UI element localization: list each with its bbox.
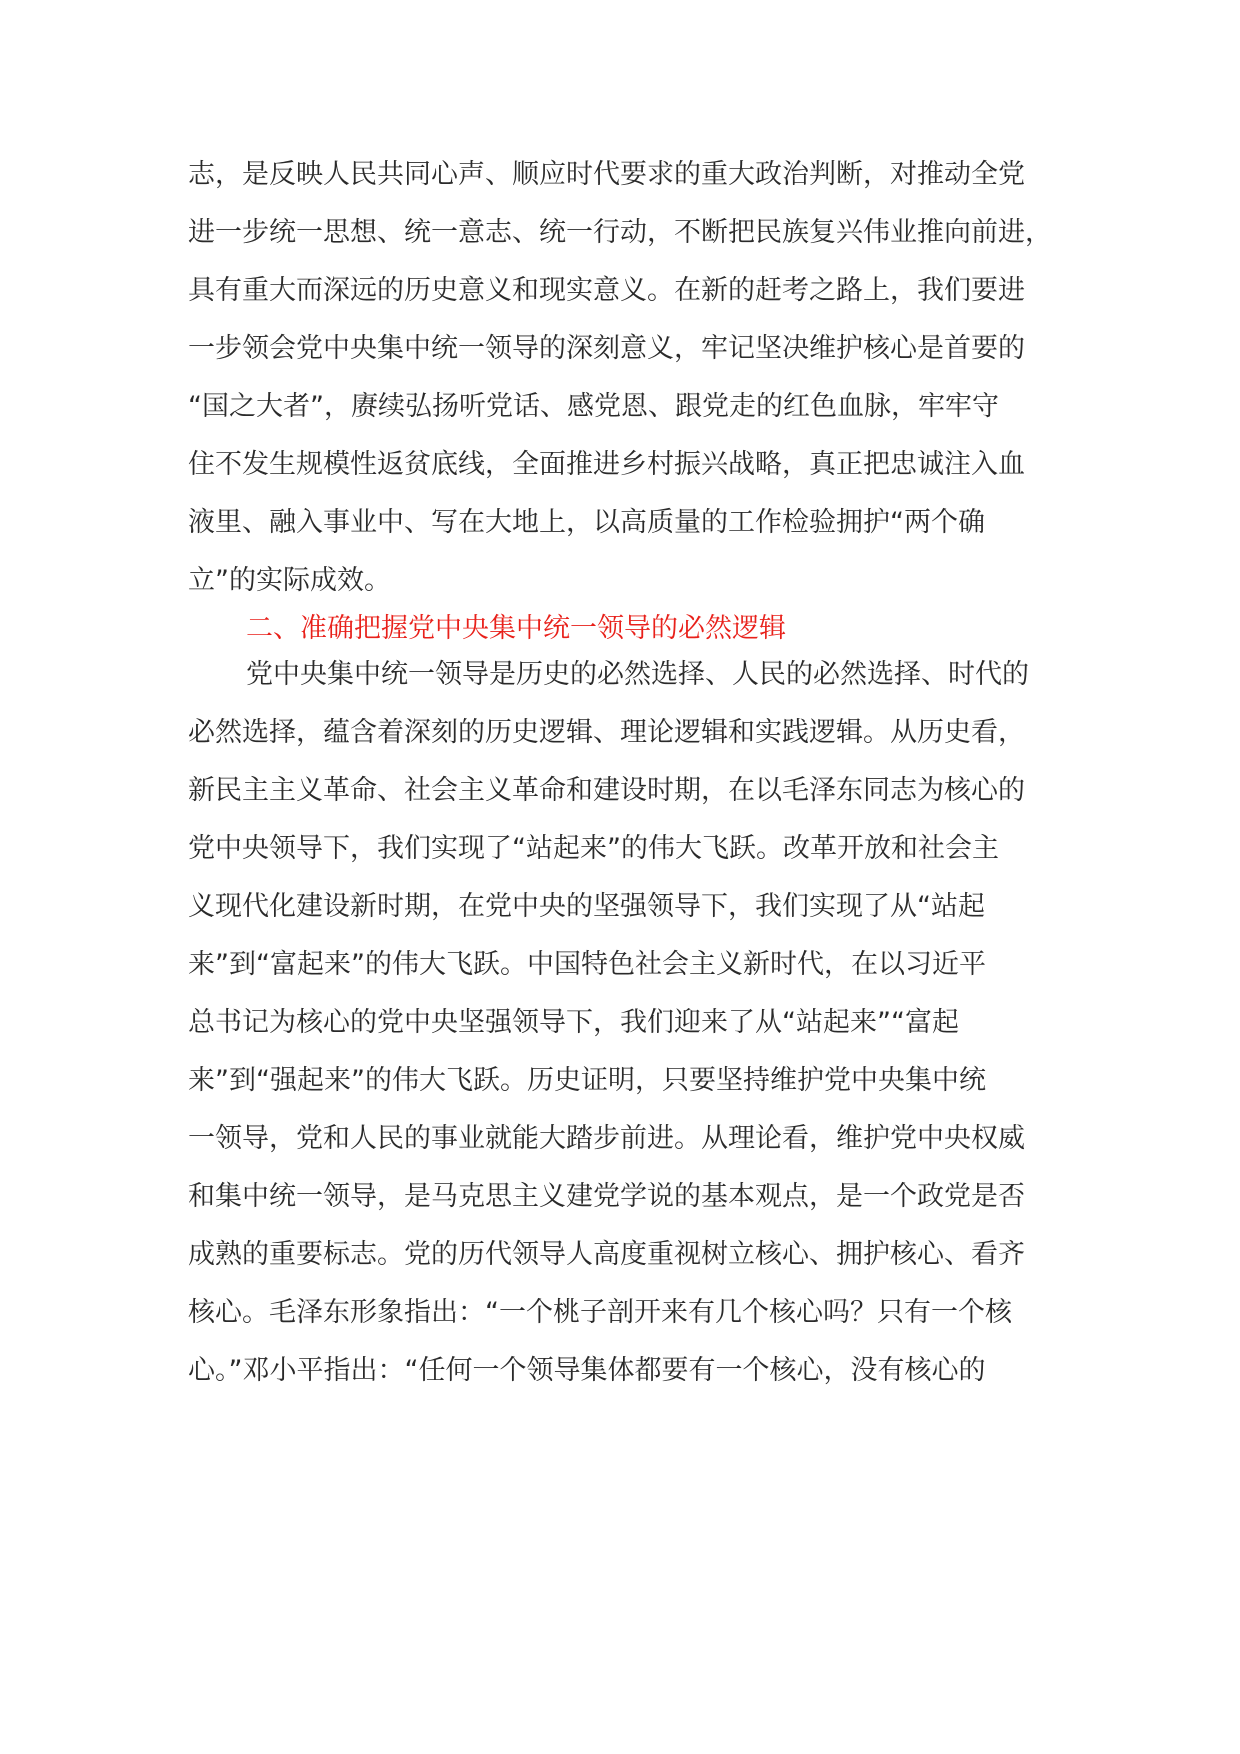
paragraph-line: 液里、融入事业中、写在大地上，以高质量的工作检验拥护“两个确 bbox=[188, 507, 985, 538]
paragraph-line: 义现代化建设新时期，在党中央的坚强领导下，我们实现了从“站起 bbox=[188, 891, 985, 922]
paragraph-line: 具有重大而深远的历史意义和现实意义。在新的赶考之路上，我们要进 bbox=[188, 275, 1025, 306]
paragraph-line: 心。”邓小平指出：“任何一个领导集体都要有一个核心，没有核心的 bbox=[188, 1355, 986, 1386]
paragraph-line: 党中央领导下，我们实现了“站起来”的伟大飞跃。改革开放和社会主 bbox=[188, 833, 999, 864]
paragraph-line: 一领导，党和人民的事业就能大踏步前进。从理论看，维护党中央权威 bbox=[188, 1123, 1025, 1154]
paragraph-line: 党中央集中统一领导是历史的必然选择、人民的必然选择、时代的 bbox=[246, 659, 1029, 690]
paragraph-line: 来”到“富起来”的伟大飞跃。中国特色社会主义新时代，在以习近平 bbox=[188, 949, 986, 980]
paragraph-line: “国之大者”，赓续弘扬听党话、感党恩、跟党走的红色血脉，牢牢守 bbox=[188, 391, 999, 422]
paragraph-line: 住不发生规模性返贫底线，全面推进乡村振兴战略，真正把忠诚注入血 bbox=[188, 449, 1025, 480]
paragraph-line: 必然选择，蕴含着深刻的历史逻辑、理论逻辑和实践逻辑。从历史看， bbox=[188, 717, 1025, 748]
section-heading: 二、准确把握党中央集中统一领导的必然逻辑 bbox=[246, 613, 786, 644]
paragraph-line: 总书记为核心的党中央坚强领导下，我们迎来了从“站起来”“富起 bbox=[188, 1007, 959, 1038]
paragraph-line: 志，是反映人民共同心声、顺应时代要求的重大政治判断，对推动全党 bbox=[188, 159, 1025, 190]
paragraph-line: 新民主主义革命、社会主义革命和建设时期，在以毛泽东同志为核心的 bbox=[188, 775, 1025, 806]
paragraph-line: 立”的实际成效。 bbox=[188, 565, 391, 596]
paragraph-line: 进一步统一思想、统一意志、统一行动，不断把民族复兴伟业推向前进， bbox=[188, 217, 1052, 248]
paragraph-line: 和集中统一领导，是马克思主义建党学说的基本观点，是一个政党是否 bbox=[188, 1181, 1025, 1212]
paragraph-line: 一步领会党中央集中统一领导的深刻意义，牢记坚决维护核心是首要的 bbox=[188, 333, 1025, 364]
paragraph-line: 核心。毛泽东形象指出：“一个桃子剖开来有几个核心吗？只有一个核 bbox=[188, 1297, 1012, 1328]
paragraph-line: 来”到“强起来”的伟大飞跃。历史证明，只要坚持维护党中央集中统 bbox=[188, 1065, 986, 1096]
paragraph-line: 成熟的重要标志。党的历代领导人高度重视树立核心、拥护核心、看齐 bbox=[188, 1239, 1025, 1270]
